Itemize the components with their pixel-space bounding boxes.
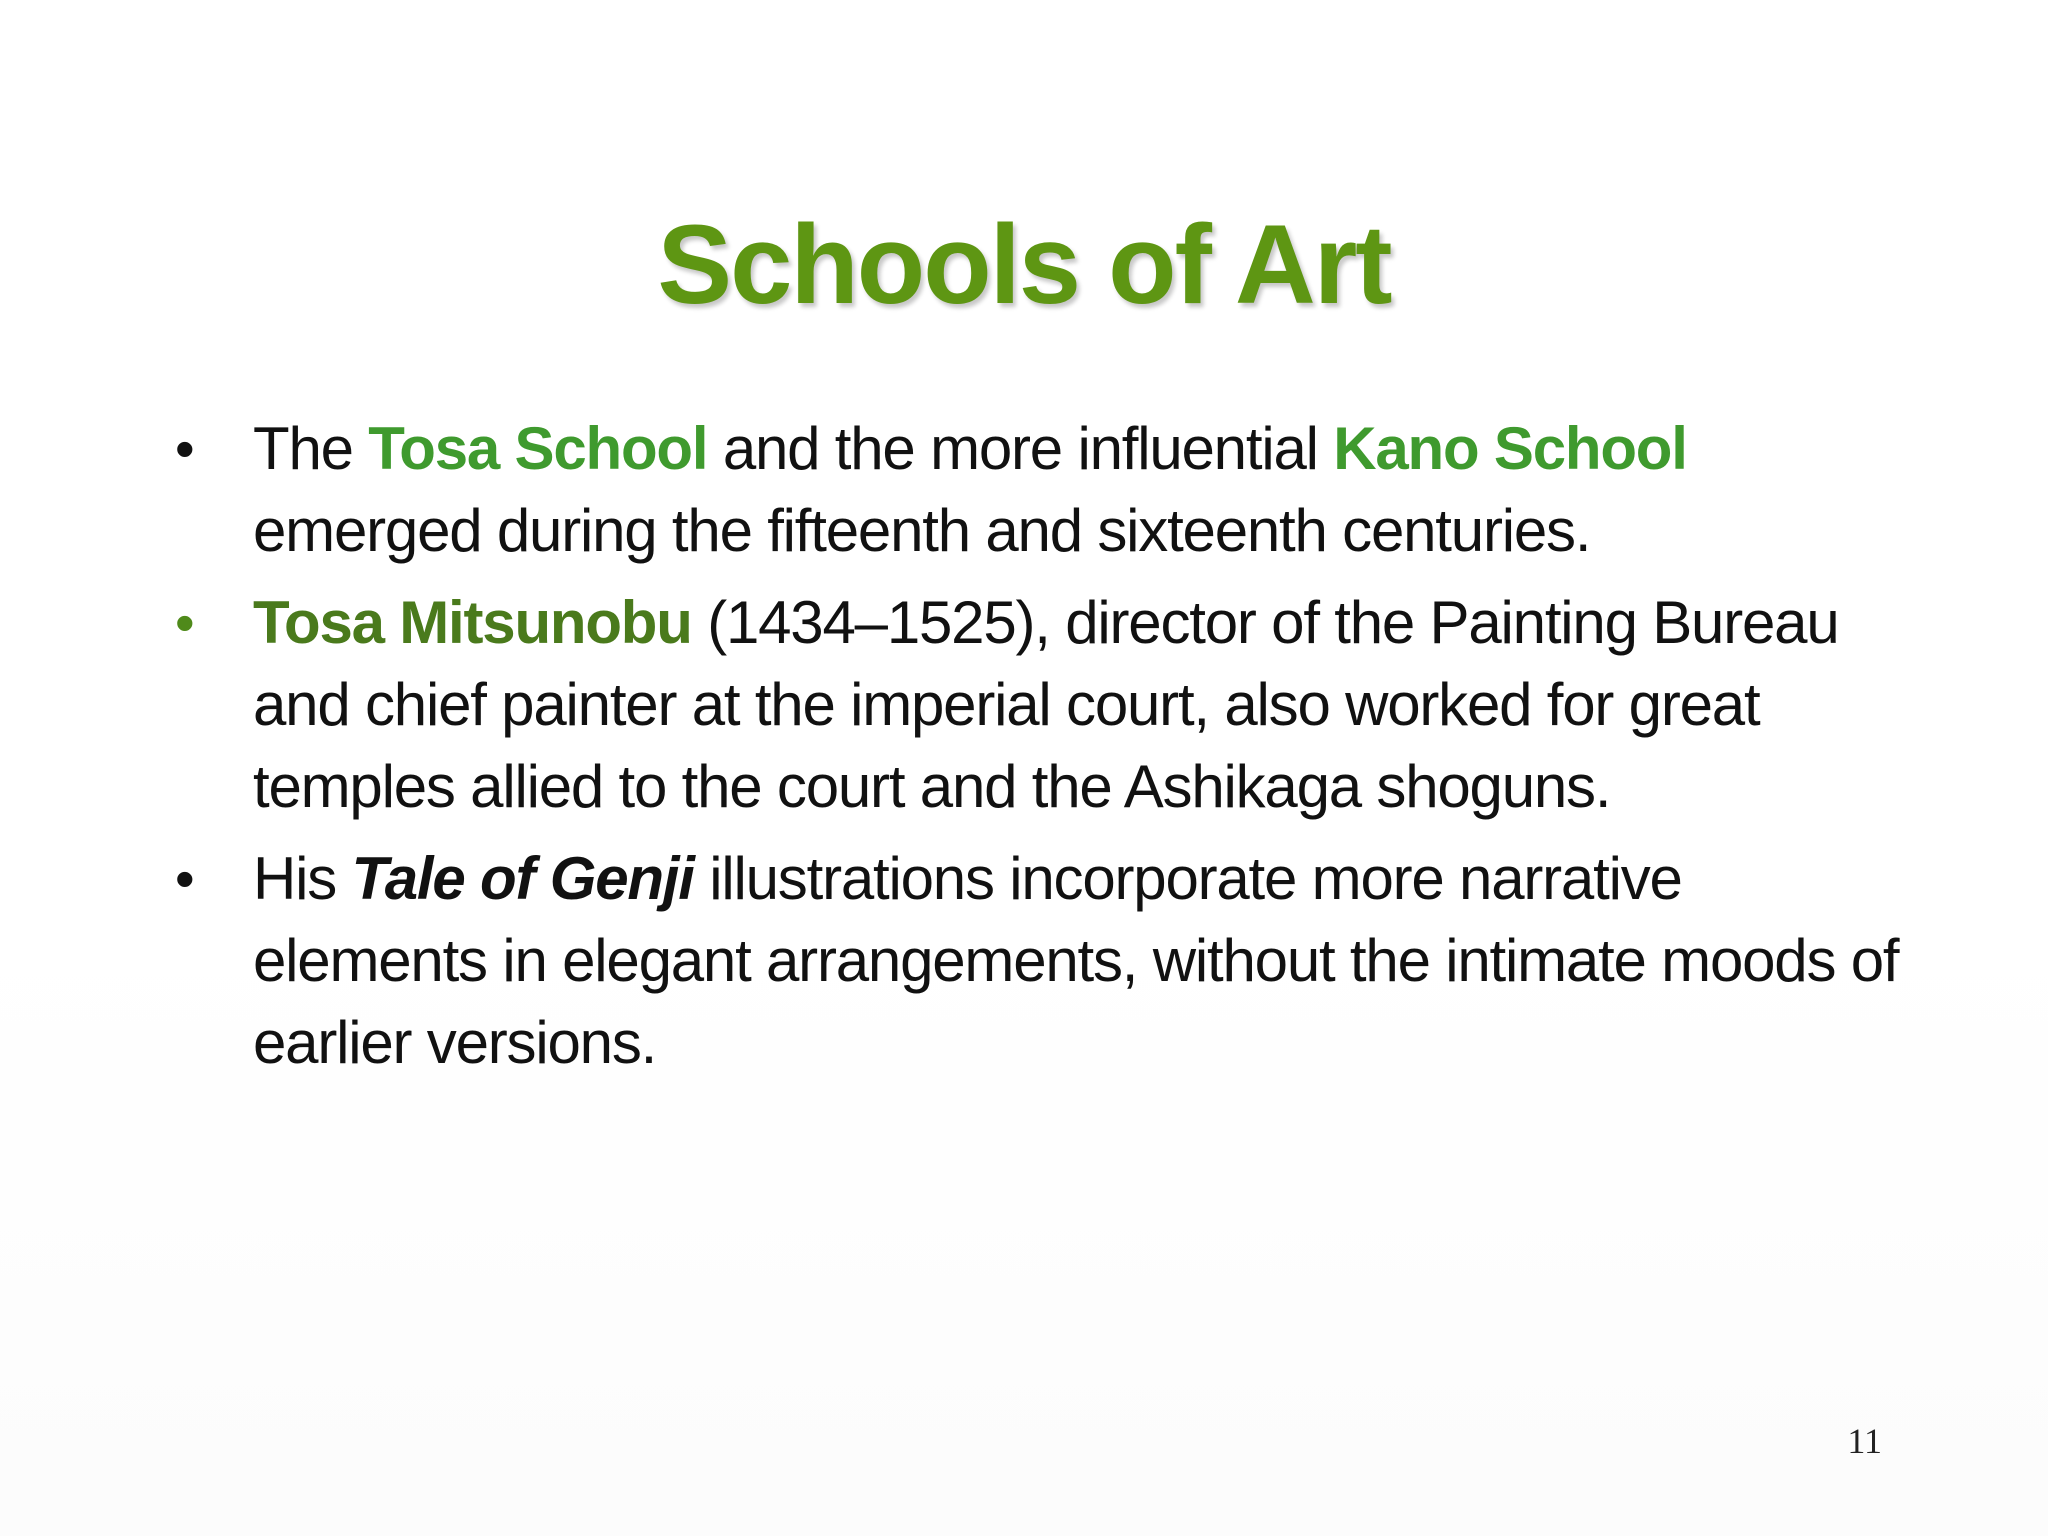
- bullet-text: emerged during the fifteenth and sixteenth centuries.: [253, 497, 1591, 564]
- highlight-kano-school: Kano School: [1333, 415, 1687, 482]
- bullet-item-3: [175, 838, 1915, 1084]
- bullet-item-1: [175, 408, 1915, 572]
- bullet-text: His: [253, 845, 352, 912]
- slide-title: Schools of Art: [657, 202, 1391, 327]
- bullet-text: The: [253, 415, 369, 482]
- highlight-tosa-school: Tosa School: [368, 415, 708, 482]
- bullet-text: and the more influential: [707, 415, 1334, 482]
- bullet-marker: •: [175, 417, 194, 480]
- bullet-marker: •: [175, 591, 194, 654]
- bullet-list: [175, 408, 1915, 1094]
- bullet-text: (1434–1525), director of the Painting Bureau and chief painter at the imperial court, also worked for great temples allied to the court and the Ashikaga shoguns.: [253, 589, 1839, 820]
- page-number: 11: [1847, 1421, 1882, 1461]
- bullet-text: illustrations incorporate more narrative elements in elegant arrangements, without the intimate moods of earlier versions.: [253, 845, 1899, 1076]
- bullet-item-2: [175, 582, 1915, 828]
- highlight-tosa-mitsunobu: Tosa Mitsunobu: [253, 589, 692, 656]
- emphasis-tale-of-genji: Tale of Genji: [351, 845, 694, 912]
- bullet-marker: •: [175, 847, 194, 910]
